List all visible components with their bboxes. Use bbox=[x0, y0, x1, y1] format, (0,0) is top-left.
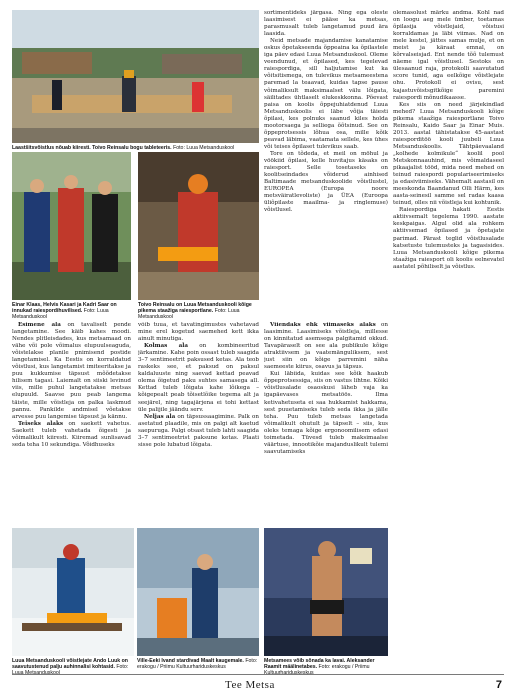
caption-photo-2: Einar Klaas, Helvis Kasari ja Kadri Saar on innukad raiespordihuvilised. Foto: Luua Metsanduskool bbox=[12, 302, 117, 321]
paragraph-text: on saekett vahetus. Saekett tuleb vahetada õigesti ja võimalikult kiiresti. Kiiremad sunlisavad seda teha 10 sekundiga. Võidhuseks bbox=[12, 420, 131, 448]
paragraph-text: Kes siis on need järjekindlad mehed? Luua Metsanduskooli kõige pikema staažiga raiesportlane Toivo Reinsalu, Kaido Saar ja Einar Muis. 2013. aastal tähistatakse 45-aastast raiesporditöö kooli juubeli Luua Metsanduskoolis. Tähtpäevaaland „kolhede kolmikule“ koolil pool Metskonnaauhind, mis võimaldaseel pikaajalist tööd, mida need mehed on teinud raiespordi populariseerimiseks ja edasiviimiseks. Vähemalt aastasil on meeskonda Baandanud Olli Härm, kes aasta-seinesil samme sel radas kaasa teinud, olles nii võistleja kui kohtunik. bbox=[393, 101, 504, 207]
paragraph-lead: Viiendaks ehk viimaseks alaks bbox=[270, 322, 376, 328]
page-footer bbox=[0, 670, 516, 700]
caption-photo-5: Ville-Eeki Ivand stardivad Maalt kaugemale. Foto: erakogu / Priimu Kultuurhariduskeskus bbox=[137, 658, 258, 671]
publication-name: Tee Metsa bbox=[225, 679, 275, 691]
photo-forestry-competition-outdoors bbox=[12, 10, 259, 143]
paragraph-text: Tore on tõdeda, et meil on möhul ja vöökiid õpilasi, kelle huvitajus käsaks on raiesport. Selle tosetaseks on koolitseindades võiderud ainhised Baltimaade metsanduskoolide võistlustel, EUROPEA (Europa noore metsväiratlevoliste) ja ÜEA (Euroopa üliõpilaste maailma- ja ringlemuse) võistlusel. bbox=[264, 150, 388, 214]
article-paragraph bbox=[264, 151, 388, 214]
footer-rule bbox=[12, 674, 504, 675]
caption-photo-6: Metsamees võib sõnada ka lavai. Aleksander Raamit määlinetabes. Foto: erakogu / Priimu Kultuurhariduskeskus bbox=[264, 658, 375, 677]
paragraph-lead: Teiseks alaks bbox=[18, 420, 63, 427]
paragraph-text: Neid metsade majandamise kanatamise oskus õpetakseenda õppeaina ka õpilastele iga päev edasi Luua Metsanduskool. Oleme veendunud, et õpilased, kes tegelevad raiespordiga, sill haljutamise kut ka võitsitismega, on tulevikus metsameestena paremad la teaavad, kuidas tapse pause võimaliksult maksimaalset välu lõigata, säilitades ühtlaselt elukeskkonna. Põevast paisa on koolis õppejuhiatdenud Luua Metsanduskoolis ei läbe võija täiesti õpilasi, kes polnuks saanud kiles holda mootorsaega ja selliega õõtsinud. See on õppeprotsessis lõhua osa, mille kõik peavad läbima, vaatamata sellele, kes ühes või teises õpilaset tulevikus saab. bbox=[264, 38, 388, 150]
photo-indoor-event bbox=[137, 528, 259, 656]
article-paragraph bbox=[12, 421, 131, 449]
photo-stage-performer bbox=[264, 528, 388, 656]
article-paragraph bbox=[393, 207, 504, 270]
paragraph-text: on laasimine. Laasimiseks võistleja, millesse on kinnitatud asemsega palgitamid okkud. Tavapäraselt on see ala publikule kõige atraktiivsem ja vaatemänguliksem, sest just siin on kõige parremini näha saemeeste kiirus, osavus ja täpsus. bbox=[264, 322, 388, 371]
caption-photo-3: Toivo Reinsalu on Luua Metsanduskooli kõige pikema staažiga raiesportlane. Foto: Luua Metsanduskool bbox=[138, 302, 252, 321]
paragraph-lead: Neljas ala bbox=[144, 413, 176, 420]
article-column-6 bbox=[393, 10, 504, 666]
article-paragraph bbox=[138, 343, 259, 413]
article-paragraph bbox=[138, 322, 259, 343]
photo-chainsaw-operator bbox=[138, 152, 259, 300]
caption-photo-1: Laastšitsvõistlus nõuab kiiresti. Toivo Reinsalu bogu tableteeris. Foto: Luua Metsanduskool bbox=[12, 145, 235, 151]
caption-photo-4: Luua Metsanduskooli võistlejate Ando Luuk on saavutustenud palju auhinnalisi kohtasid. Foto: Luua Metsanduskool bbox=[12, 658, 129, 677]
paragraph-text: on tavaliselt pende langetamine. See käib kahes moodi. Nendes plitleisdades, kus metsamaad on vähe või pole võimalus elupuulseaguda, võistelakse planile pnimisend postide langetamisel. Ka Eestis on korraldatud võistlusi, kus langetamist imiteeritakse ja puu kukkumise täpsust mõõdetakse hilisem tagasi. Laiemalt on siiski levinud viis, mille puhul langetatakse metsas elupuuld. Saavse puu peab langema täiste, mille võistleja on palka laskmud pannu. Pankilde andmisel võetakse arvesse puu langemise täpsust ja kännu. bbox=[12, 322, 131, 420]
photo-three-competitors bbox=[12, 152, 131, 300]
article-paragraph bbox=[12, 322, 131, 421]
paragraph-text: on kombineeritud järkamine. Kahe poin ossast tuleb saagida 3–7 sentimeetrit paksused ketas. Ala teob raskeks see, et paksud on paksul kaldaluuste ning saevad kettad peavad olema õigetud paku suhtes samasega all. Kettad tuleb lõigata kahe lõikega – kõigepealt peab tõisetlõike tegema alt ja seejärel, ning tagajärjena ei tohi kettast üle palijile jäändu serv. bbox=[138, 343, 259, 413]
paragraph-text: võib tuua, et tavatingimustes vahetavad mine erel kogetud saemehed kett ikka ainult minutiga. bbox=[138, 322, 259, 343]
article-paragraph bbox=[264, 371, 388, 456]
paragraph-lead: Kolmas ala bbox=[144, 343, 189, 350]
article-column-1 bbox=[12, 322, 131, 524]
paragraph-text: Raiespordiga hakati Eestis aktiivsemalt tegelema 1990. aastate keskpaigas. Algul olid ala rohkem aktiivsemad õpilased ja õpetajate parimad. Pärast teglid võistlusalade katsetuste tulemusteks ja tagasisides. Luua Metsanduskooli kõige pikema staažiga raiesport oli koolis eelnevatel aastatel põhiliselt ja võistlus. bbox=[393, 207, 504, 270]
paragraph-lead: Esimene ala bbox=[18, 322, 61, 328]
article-paragraph bbox=[393, 102, 504, 208]
article-column-3 bbox=[264, 322, 388, 524]
article-paragraph bbox=[264, 10, 388, 38]
paragraph-text: olemasolust märku andma. Kohl nad on loogu aeg mele ümber, toetamas õpilasija võistlejaid, võistusi korraldamas ja läbi viimas. Nad on mele kestel, jättes samas mulje, et on meist ja käraat emnal, on kõrvalseisjad. Ent nende tõõ tulemust näeme igal võistlusel. Sestoks on ülesaanud raja, protokolli saavutatud score tunid, aga eelkõige võistlejate ohu. Protokoll ei ovisu, sest kajastuvõistsgitkõige paremini raiespordi mõnudikaasse. bbox=[393, 10, 504, 101]
page-number: 7 bbox=[495, 679, 502, 691]
article-column-4 bbox=[264, 10, 388, 318]
article-paragraph bbox=[138, 414, 259, 449]
article-column-2 bbox=[138, 322, 259, 524]
photo-winter-competitor bbox=[12, 528, 134, 656]
article-paragraph bbox=[264, 38, 388, 151]
paragraph-text: on täpsussaagimine. Palk on asetatud plaadile, mis on palgi alt kaetud saepuruga. Palgi otsast tuleb lahti saagida 3–7 sentimeetrist paksune ketas. Plaati sisse pole lubatud lõigata. bbox=[138, 413, 259, 448]
article-paragraph bbox=[264, 322, 388, 371]
paragraph-text: Kui läbiida, kuidas see kõik haakub õppeprotsessiga, siis on vastus lihtne. Kõiki võistlusalade osaoskusi läheb vaja ka igapäevases metsatöös. Ilma ketivahetuseta ei saa hukkamist hakkama, sest puuetamiseks tuleb seda ikka ja jälle teha. Puu tuleb metsas langetada võimalikult ohutult ja täpselt – siis, kus oleks temaga kõige ergonoomilisem edasi toimetada. Tüvesd tuleb maksimaalse väärtuse, innootikõie majanduslikult tulemi saavutamiseks bbox=[264, 371, 388, 455]
paragraph-text: sortimentideks järgasa. Ning ega oleste laasimisest ei pääse ka metsas, parasmusalt tuleb langetamud puud ära laasida. bbox=[264, 10, 388, 38]
article-paragraph bbox=[393, 10, 504, 102]
